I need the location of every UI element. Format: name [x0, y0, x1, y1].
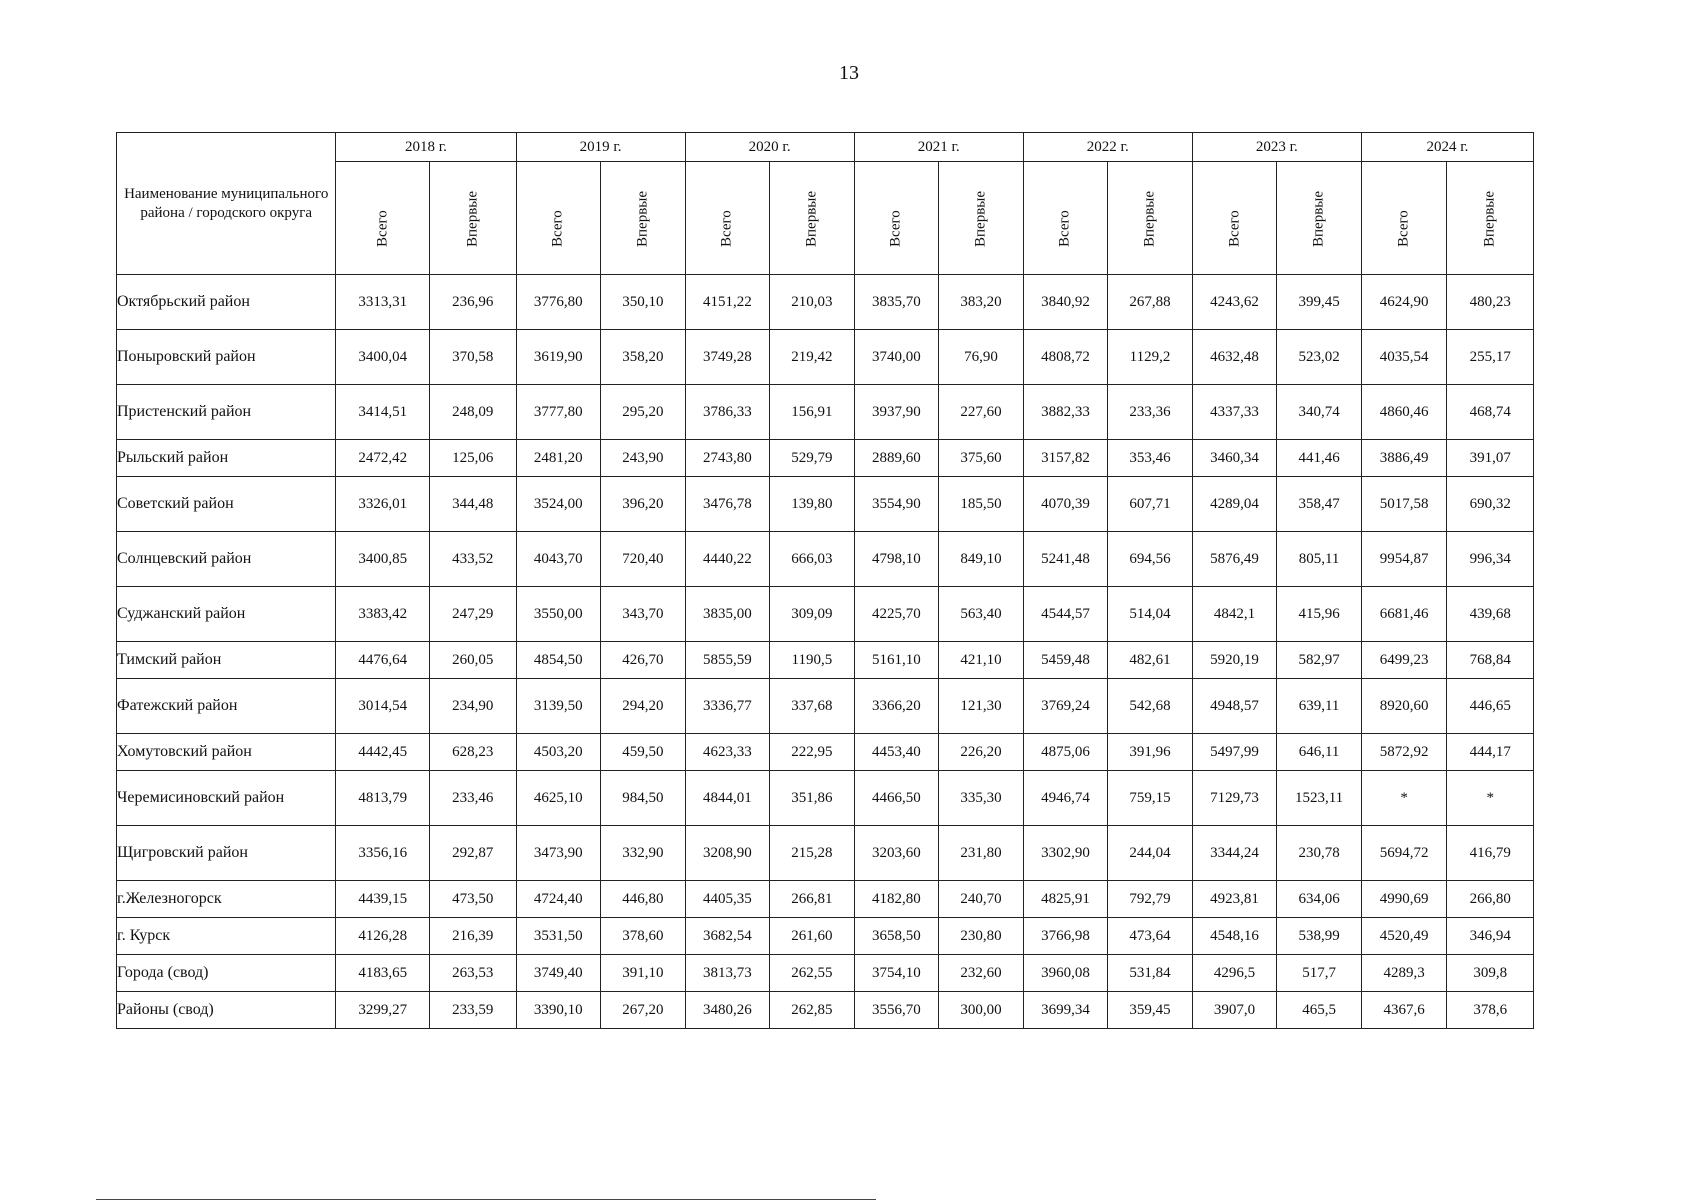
district-name-cell: г. Курск [117, 918, 336, 955]
total-value-cell: 4405,35 [685, 881, 770, 918]
total-value-cell: 3299,27 [336, 992, 430, 1029]
first-time-value-cell: 396,20 [601, 477, 686, 532]
first-time-value-cell: 996,34 [1447, 532, 1534, 587]
total-value-cell: * [1361, 771, 1447, 826]
total-value-cell: 3400,04 [336, 330, 430, 385]
total-value-cell: 4439,15 [336, 881, 430, 918]
total-column-header [854, 162, 939, 275]
first-time-value-cell: 125,06 [429, 440, 516, 477]
total-value-cell: 3313,31 [336, 275, 430, 330]
total-value-cell: 3777,80 [516, 385, 601, 440]
total-value-cell: 5459,48 [1023, 642, 1108, 679]
first-time-value-cell: 416,79 [1447, 826, 1534, 881]
first-time-value-cell: 244,04 [1108, 826, 1193, 881]
first-time-value-cell: 240,70 [939, 881, 1024, 918]
total-value-cell: 7129,73 [1192, 771, 1277, 826]
total-column-header [516, 162, 601, 275]
first-time-value-cell: 482,61 [1108, 642, 1193, 679]
total-value-cell: 5017,58 [1361, 477, 1447, 532]
first-time-value-cell: 344,48 [429, 477, 516, 532]
table-row [117, 275, 1534, 330]
first-time-value-cell: 792,79 [1108, 881, 1193, 918]
total-value-cell: 4183,65 [336, 955, 430, 992]
first-time-value-cell: 335,30 [939, 771, 1024, 826]
total-value-cell: 5241,48 [1023, 532, 1108, 587]
first-time-value-cell: 309,8 [1447, 955, 1534, 992]
first-time-value-cell: 232,60 [939, 955, 1024, 992]
total-value-cell: 3840,92 [1023, 275, 1108, 330]
first-time-value-cell: 441,46 [1277, 440, 1362, 477]
first-time-value-cell: 332,90 [601, 826, 686, 881]
first-time-value-cell: 343,70 [601, 587, 686, 642]
total-column-header [685, 162, 770, 275]
first-time-value-cell: 266,81 [770, 881, 855, 918]
total-value-cell: 4182,80 [854, 881, 939, 918]
first-time-value-cell: 267,88 [1108, 275, 1193, 330]
total-value-cell: 4625,10 [516, 771, 601, 826]
first-time-value-cell: 446,65 [1447, 679, 1534, 734]
total-value-cell: 2889,60 [854, 440, 939, 477]
first-time-value-cell: 233,36 [1108, 385, 1193, 440]
total-value-cell: 3473,90 [516, 826, 601, 881]
total-value-cell: 4624,90 [1361, 275, 1447, 330]
total-value-cell: 3776,80 [516, 275, 601, 330]
table-row [117, 918, 1534, 955]
first-time-column-header [1108, 162, 1193, 275]
first-time-label: Впервые [972, 190, 989, 247]
total-value-cell: 3460,34 [1192, 440, 1277, 477]
total-column-header [1023, 162, 1108, 275]
first-time-value-cell: 391,10 [601, 955, 686, 992]
first-time-column-header [601, 162, 686, 275]
total-value-cell: 4548,16 [1192, 918, 1277, 955]
district-name-cell: Суджанский район [117, 587, 336, 642]
total-value-cell: 5872,92 [1361, 734, 1447, 771]
first-time-value-cell: 227,60 [939, 385, 1024, 440]
first-time-value-cell: 531,84 [1108, 955, 1193, 992]
total-value-cell: 2472,42 [336, 440, 430, 477]
total-value-cell: 3769,24 [1023, 679, 1108, 734]
total-value-cell: 4808,72 [1023, 330, 1108, 385]
total-value-cell: 4476,64 [336, 642, 430, 679]
total-label: Всего [374, 210, 391, 247]
first-time-value-cell: 759,15 [1108, 771, 1193, 826]
total-value-cell: 3937,90 [854, 385, 939, 440]
total-value-cell: 4442,45 [336, 734, 430, 771]
first-time-value-cell: * [1447, 771, 1534, 826]
total-value-cell: 4296,5 [1192, 955, 1277, 992]
first-time-value-cell: 666,03 [770, 532, 855, 587]
total-value-cell: 3208,90 [685, 826, 770, 881]
first-time-value-cell: 248,09 [429, 385, 516, 440]
first-time-value-cell: 473,64 [1108, 918, 1193, 955]
first-time-label: Впервые [634, 190, 651, 247]
first-time-value-cell: 465,5 [1277, 992, 1362, 1029]
total-value-cell: 4946,74 [1023, 771, 1108, 826]
total-value-cell: 5855,59 [685, 642, 770, 679]
table-row [117, 734, 1534, 771]
first-time-label: Впервые [1481, 190, 1498, 247]
total-value-cell: 3813,73 [685, 955, 770, 992]
first-time-value-cell: 231,80 [939, 826, 1024, 881]
total-value-cell: 3835,70 [854, 275, 939, 330]
total-value-cell: 3658,50 [854, 918, 939, 955]
total-value-cell: 4798,10 [854, 532, 939, 587]
total-column-header [336, 162, 430, 275]
district-name-cell: Фатежский район [117, 679, 336, 734]
total-value-cell: 4126,28 [336, 918, 430, 955]
total-value-cell: 3699,34 [1023, 992, 1108, 1029]
first-time-column-header [1277, 162, 1362, 275]
first-time-value-cell: 236,96 [429, 275, 516, 330]
district-name-cell: Октябрьский район [117, 275, 336, 330]
year-header: 2024 г. [1361, 133, 1533, 162]
first-time-value-cell: 350,10 [601, 275, 686, 330]
first-time-value-cell: 185,50 [939, 477, 1024, 532]
first-time-value-cell: 473,50 [429, 881, 516, 918]
first-time-value-cell: 300,00 [939, 992, 1024, 1029]
first-time-column-header [429, 162, 516, 275]
first-time-value-cell: 768,84 [1447, 642, 1534, 679]
first-time-value-cell: 76,90 [939, 330, 1024, 385]
year-header: 2023 г. [1192, 133, 1361, 162]
first-time-value-cell: 358,20 [601, 330, 686, 385]
total-value-cell: 4225,70 [854, 587, 939, 642]
total-value-cell: 4367,6 [1361, 992, 1447, 1029]
total-value-cell: 4070,39 [1023, 477, 1108, 532]
total-value-cell: 5161,10 [854, 642, 939, 679]
first-time-value-cell: 391,96 [1108, 734, 1193, 771]
table-row [117, 881, 1534, 918]
first-time-value-cell: 233,59 [429, 992, 516, 1029]
year-header: 2022 г. [1023, 133, 1192, 162]
first-time-value-cell: 375,60 [939, 440, 1024, 477]
total-value-cell: 3326,01 [336, 477, 430, 532]
total-value-cell: 3531,50 [516, 918, 601, 955]
total-value-cell: 4289,3 [1361, 955, 1447, 992]
total-label: Всего [549, 210, 566, 247]
first-time-value-cell: 444,17 [1447, 734, 1534, 771]
total-value-cell: 2743,80 [685, 440, 770, 477]
first-time-value-cell: 563,40 [939, 587, 1024, 642]
first-time-value-cell: 121,30 [939, 679, 1024, 734]
first-time-value-cell: 529,79 [770, 440, 855, 477]
table-row [117, 642, 1534, 679]
first-time-value-cell: 226,20 [939, 734, 1024, 771]
year-header: 2021 г. [854, 133, 1023, 162]
first-time-label: Впервые [464, 190, 481, 247]
total-value-cell: 3480,26 [685, 992, 770, 1029]
first-time-value-cell: 340,74 [1277, 385, 1362, 440]
total-value-cell: 3302,90 [1023, 826, 1108, 881]
first-time-value-cell: 263,53 [429, 955, 516, 992]
first-time-value-cell: 517,7 [1277, 955, 1362, 992]
total-value-cell: 4923,81 [1192, 881, 1277, 918]
total-value-cell: 3882,33 [1023, 385, 1108, 440]
total-value-cell: 4825,91 [1023, 881, 1108, 918]
first-time-value-cell: 243,90 [601, 440, 686, 477]
first-time-value-cell: 391,07 [1447, 440, 1534, 477]
total-value-cell: 6681,46 [1361, 587, 1447, 642]
first-time-value-cell: 234,90 [429, 679, 516, 734]
total-value-cell: 5920,19 [1192, 642, 1277, 679]
total-value-cell: 4544,57 [1023, 587, 1108, 642]
total-column-header [1361, 162, 1447, 275]
total-value-cell: 3960,08 [1023, 955, 1108, 992]
total-value-cell: 3157,82 [1023, 440, 1108, 477]
first-time-value-cell: 694,56 [1108, 532, 1193, 587]
district-name-cell: Черемисиновский район [117, 771, 336, 826]
total-value-cell: 4151,22 [685, 275, 770, 330]
table-row [117, 826, 1534, 881]
first-time-value-cell: 468,74 [1447, 385, 1534, 440]
total-value-cell: 3907,0 [1192, 992, 1277, 1029]
first-time-value-cell: 538,99 [1277, 918, 1362, 955]
first-time-value-cell: 295,20 [601, 385, 686, 440]
first-time-value-cell: 849,10 [939, 532, 1024, 587]
total-value-cell: 3336,77 [685, 679, 770, 734]
district-name-cell: Солнцевский район [117, 532, 336, 587]
first-time-value-cell: 219,42 [770, 330, 855, 385]
first-time-value-cell: 399,45 [1277, 275, 1362, 330]
first-time-value-cell: 607,71 [1108, 477, 1193, 532]
first-time-value-cell: 1523,11 [1277, 771, 1362, 826]
table-row [117, 679, 1534, 734]
total-value-cell: 4854,50 [516, 642, 601, 679]
first-time-value-cell: 261,60 [770, 918, 855, 955]
first-time-value-cell: 292,87 [429, 826, 516, 881]
first-time-value-cell: 346,94 [1447, 918, 1534, 955]
total-value-cell: 3554,90 [854, 477, 939, 532]
total-label: Всего [1226, 210, 1243, 247]
district-name-cell: Пристенский район [117, 385, 336, 440]
total-value-cell: 3390,10 [516, 992, 601, 1029]
total-value-cell: 9954,87 [1361, 532, 1447, 587]
first-time-label: Впервые [803, 190, 820, 247]
district-name-cell: Поныровский район [117, 330, 336, 385]
total-value-cell: 3754,10 [854, 955, 939, 992]
first-time-value-cell: 480,23 [1447, 275, 1534, 330]
total-value-cell: 3400,85 [336, 532, 430, 587]
first-time-value-cell: 523,02 [1277, 330, 1362, 385]
first-time-value-cell: 267,20 [601, 992, 686, 1029]
first-time-value-cell: 215,28 [770, 826, 855, 881]
first-time-value-cell: 639,11 [1277, 679, 1362, 734]
first-time-label: Впервые [1141, 190, 1158, 247]
first-time-value-cell: 260,05 [429, 642, 516, 679]
district-name-cell: г.Железногорск [117, 881, 336, 918]
year-header: 2020 г. [685, 133, 854, 162]
first-time-value-cell: 337,68 [770, 679, 855, 734]
first-time-value-cell: 262,85 [770, 992, 855, 1029]
district-name-cell: Тимский район [117, 642, 336, 679]
total-value-cell: 3749,28 [685, 330, 770, 385]
first-time-value-cell: 247,29 [429, 587, 516, 642]
first-time-value-cell: 582,97 [1277, 642, 1362, 679]
first-time-value-cell: 255,17 [1447, 330, 1534, 385]
table-row [117, 587, 1534, 642]
total-value-cell: 4724,40 [516, 881, 601, 918]
first-time-value-cell: 378,6 [1447, 992, 1534, 1029]
first-time-value-cell: 139,80 [770, 477, 855, 532]
first-time-value-cell: 370,58 [429, 330, 516, 385]
total-value-cell: 2481,20 [516, 440, 601, 477]
total-value-cell: 4875,06 [1023, 734, 1108, 771]
total-value-cell: 3749,40 [516, 955, 601, 992]
table-row [117, 477, 1534, 532]
first-time-value-cell: 222,95 [770, 734, 855, 771]
total-value-cell: 3356,16 [336, 826, 430, 881]
first-time-value-cell: 359,45 [1108, 992, 1193, 1029]
table-row [117, 440, 1534, 477]
total-value-cell: 4623,33 [685, 734, 770, 771]
total-value-cell: 3786,33 [685, 385, 770, 440]
first-time-value-cell: 262,55 [770, 955, 855, 992]
first-time-value-cell: 1129,2 [1108, 330, 1193, 385]
total-value-cell: 4337,33 [1192, 385, 1277, 440]
first-time-value-cell: 426,70 [601, 642, 686, 679]
table-row [117, 532, 1534, 587]
first-time-value-cell: 514,04 [1108, 587, 1193, 642]
total-value-cell: 4289,04 [1192, 477, 1277, 532]
first-time-value-cell: 446,80 [601, 881, 686, 918]
year-header: 2019 г. [516, 133, 685, 162]
total-column-header [1192, 162, 1277, 275]
first-time-value-cell: 421,10 [939, 642, 1024, 679]
district-name-cell: Хомутовский район [117, 734, 336, 771]
total-value-cell: 4440,22 [685, 532, 770, 587]
first-time-column-header [770, 162, 855, 275]
total-value-cell: 4842,1 [1192, 587, 1277, 642]
first-time-label: Впервые [1310, 190, 1327, 247]
total-value-cell: 3682,54 [685, 918, 770, 955]
first-time-value-cell: 230,80 [939, 918, 1024, 955]
total-value-cell: 4466,50 [854, 771, 939, 826]
total-value-cell: 3366,20 [854, 679, 939, 734]
table-row [117, 992, 1534, 1029]
first-time-value-cell: 233,46 [429, 771, 516, 826]
first-time-value-cell: 805,11 [1277, 532, 1362, 587]
total-value-cell: 3139,50 [516, 679, 601, 734]
total-value-cell: 4844,01 [685, 771, 770, 826]
total-value-cell: 3556,70 [854, 992, 939, 1029]
district-name-cell: Советский район [117, 477, 336, 532]
total-value-cell: 4043,70 [516, 532, 601, 587]
first-time-value-cell: 634,06 [1277, 881, 1362, 918]
table-body [117, 275, 1534, 1029]
total-label: Всего [1056, 210, 1073, 247]
total-value-cell: 4813,79 [336, 771, 430, 826]
first-time-value-cell: 309,09 [770, 587, 855, 642]
total-value-cell: 3740,00 [854, 330, 939, 385]
first-time-value-cell: 1190,5 [770, 642, 855, 679]
total-value-cell: 6499,23 [1361, 642, 1447, 679]
first-time-value-cell: 433,52 [429, 532, 516, 587]
district-name-cell: Рыльский район [117, 440, 336, 477]
total-value-cell: 4453,40 [854, 734, 939, 771]
first-time-value-cell: 984,50 [601, 771, 686, 826]
first-time-value-cell: 378,60 [601, 918, 686, 955]
total-value-cell: 4243,62 [1192, 275, 1277, 330]
first-time-value-cell: 459,50 [601, 734, 686, 771]
table-header [117, 133, 1534, 275]
name-column-header: Наименование муниципального района / городского округа [117, 133, 336, 275]
first-time-value-cell: 720,40 [601, 532, 686, 587]
total-value-cell: 3524,00 [516, 477, 601, 532]
total-label: Всего [887, 210, 904, 247]
first-time-column-header [939, 162, 1024, 275]
district-name-cell: Районы (свод) [117, 992, 336, 1029]
total-value-cell: 3203,60 [854, 826, 939, 881]
total-value-cell: 4035,54 [1361, 330, 1447, 385]
first-time-value-cell: 210,03 [770, 275, 855, 330]
total-value-cell: 3619,90 [516, 330, 601, 385]
total-value-cell: 3886,49 [1361, 440, 1447, 477]
total-value-cell: 4948,57 [1192, 679, 1277, 734]
total-value-cell: 4990,69 [1361, 881, 1447, 918]
first-time-value-cell: 266,80 [1447, 881, 1534, 918]
district-name-cell: Щигровский район [117, 826, 336, 881]
total-value-cell: 4860,46 [1361, 385, 1447, 440]
total-value-cell: 5694,72 [1361, 826, 1447, 881]
total-value-cell: 3835,00 [685, 587, 770, 642]
total-label: Всего [1395, 210, 1412, 247]
total-value-cell: 4632,48 [1192, 330, 1277, 385]
first-time-column-header [1447, 162, 1534, 275]
table-row [117, 955, 1534, 992]
total-value-cell: 4503,20 [516, 734, 601, 771]
first-time-value-cell: 628,23 [429, 734, 516, 771]
total-value-cell: 3550,00 [516, 587, 601, 642]
total-value-cell: 4520,49 [1361, 918, 1447, 955]
first-time-value-cell: 230,78 [1277, 826, 1362, 881]
total-value-cell: 3414,51 [336, 385, 430, 440]
first-time-value-cell: 358,47 [1277, 477, 1362, 532]
first-time-value-cell: 294,20 [601, 679, 686, 734]
total-value-cell: 3014,54 [336, 679, 430, 734]
first-time-value-cell: 542,68 [1108, 679, 1193, 734]
statistics-table [116, 132, 1534, 1029]
table-row [117, 330, 1534, 385]
district-name-cell: Города (свод) [117, 955, 336, 992]
total-value-cell: 5876,49 [1192, 532, 1277, 587]
first-time-value-cell: 383,20 [939, 275, 1024, 330]
first-time-value-cell: 351,86 [770, 771, 855, 826]
total-label: Всего [718, 210, 735, 247]
first-time-value-cell: 646,11 [1277, 734, 1362, 771]
page-number: 13 [839, 62, 859, 84]
total-value-cell: 3344,24 [1192, 826, 1277, 881]
total-value-cell: 3383,42 [336, 587, 430, 642]
first-time-value-cell: 690,32 [1447, 477, 1534, 532]
first-time-value-cell: 415,96 [1277, 587, 1362, 642]
first-time-value-cell: 439,68 [1447, 587, 1534, 642]
year-header: 2018 г. [336, 133, 516, 162]
total-value-cell: 3476,78 [685, 477, 770, 532]
first-time-value-cell: 216,39 [429, 918, 516, 955]
table-row [117, 385, 1534, 440]
first-time-value-cell: 156,91 [770, 385, 855, 440]
total-value-cell: 3766,98 [1023, 918, 1108, 955]
first-time-value-cell: 353,46 [1108, 440, 1193, 477]
table-row [117, 771, 1534, 826]
total-value-cell: 8920,60 [1361, 679, 1447, 734]
total-value-cell: 5497,99 [1192, 734, 1277, 771]
